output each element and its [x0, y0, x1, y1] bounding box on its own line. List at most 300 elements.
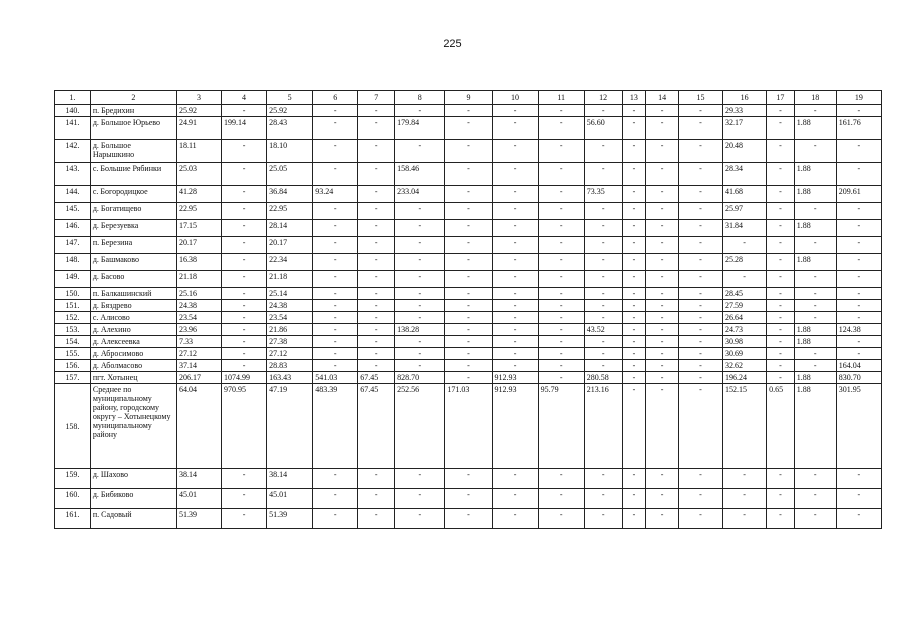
- table-cell: 21.86: [267, 324, 313, 336]
- table-cell: -: [646, 509, 679, 529]
- table-cell: 23.54: [176, 312, 221, 324]
- settlement-name: п. Садовый: [90, 509, 176, 529]
- table-cell: -: [445, 489, 492, 509]
- table-cell: -: [313, 140, 358, 163]
- table-cell: -: [678, 336, 722, 348]
- table-cell: -: [767, 288, 795, 300]
- table-cell: -: [646, 360, 679, 372]
- table-cell: -: [678, 105, 722, 117]
- column-header: 5: [267, 91, 313, 105]
- settlement-name: д. Большое Нарышкино: [90, 140, 176, 163]
- table-cell: -: [538, 469, 584, 489]
- table-cell: 25.28: [723, 254, 767, 271]
- table-body: [55, 105, 882, 529]
- table-cell: 158.46: [395, 163, 445, 186]
- table-cell: -: [395, 203, 445, 220]
- table-cell: -: [222, 237, 267, 254]
- table-cell: 124.38: [836, 324, 881, 336]
- table-row: [55, 220, 882, 237]
- row-number: 150.: [55, 288, 91, 300]
- table-cell: -: [222, 140, 267, 163]
- table-row: [55, 254, 882, 271]
- table-cell: -: [358, 105, 395, 117]
- table-cell: 164.04: [836, 360, 881, 372]
- table-cell: -: [492, 254, 538, 271]
- table-cell: -: [622, 312, 646, 324]
- row-number: 153.: [55, 324, 91, 336]
- table-cell: -: [678, 254, 722, 271]
- column-header: 16: [723, 91, 767, 105]
- table-cell: -: [767, 469, 795, 489]
- settlement-name: д. Бибиково: [90, 489, 176, 509]
- table-cell: -: [313, 220, 358, 237]
- table-cell: -: [584, 140, 622, 163]
- table-cell: 152.15: [723, 384, 767, 469]
- table-cell: -: [646, 203, 679, 220]
- table-cell: -: [492, 220, 538, 237]
- table-cell: -: [678, 348, 722, 360]
- table-cell: -: [584, 360, 622, 372]
- table-cell: -: [836, 288, 881, 300]
- table-cell: -: [492, 271, 538, 288]
- table-cell: -: [395, 237, 445, 254]
- table-row: [55, 105, 882, 117]
- table-cell: -: [538, 372, 584, 384]
- table-cell: -: [538, 271, 584, 288]
- settlement-name: п. Березина: [90, 237, 176, 254]
- table-cell: -: [794, 348, 836, 360]
- table-cell: -: [395, 271, 445, 288]
- table-cell: 23.54: [267, 312, 313, 324]
- column-header: 19: [836, 91, 881, 105]
- table-cell: -: [492, 300, 538, 312]
- table-cell: -: [395, 140, 445, 163]
- table-cell: 25.05: [267, 163, 313, 186]
- table-row: [55, 186, 882, 203]
- table-cell: -: [646, 163, 679, 186]
- row-number: 144.: [55, 186, 91, 203]
- column-header: 18: [794, 91, 836, 105]
- table-row: [55, 163, 882, 186]
- table-cell: -: [767, 372, 795, 384]
- table-cell: -: [678, 300, 722, 312]
- table-cell: -: [492, 105, 538, 117]
- table-cell: -: [222, 509, 267, 529]
- table-cell: -: [222, 271, 267, 288]
- table-cell: -: [678, 140, 722, 163]
- table-cell: -: [836, 271, 881, 288]
- table-cell: -: [723, 271, 767, 288]
- table-cell: 23.96: [176, 324, 221, 336]
- table-cell: 38.14: [267, 469, 313, 489]
- table-cell: -: [622, 336, 646, 348]
- table-cell: -: [492, 469, 538, 489]
- table-cell: -: [723, 237, 767, 254]
- table-cell: -: [445, 105, 492, 117]
- table-cell: 47.19: [267, 384, 313, 469]
- table-row: [55, 384, 882, 469]
- table-cell: -: [445, 312, 492, 324]
- table-cell: -: [767, 254, 795, 271]
- table-cell: -: [395, 300, 445, 312]
- table-cell: -: [678, 117, 722, 140]
- table-cell: 25.14: [267, 288, 313, 300]
- table-cell: -: [358, 271, 395, 288]
- table-cell: -: [492, 117, 538, 140]
- table-cell: -: [445, 140, 492, 163]
- table-cell: -: [767, 140, 795, 163]
- row-number: 141.: [55, 117, 91, 140]
- settlement-name: д. Бяздрево: [90, 300, 176, 312]
- table-cell: 22.95: [267, 203, 313, 220]
- table-cell: -: [622, 509, 646, 529]
- table-cell: -: [222, 220, 267, 237]
- table-cell: -: [622, 254, 646, 271]
- table-cell: 18.10: [267, 140, 313, 163]
- table-cell: -: [538, 220, 584, 237]
- table-cell: -: [622, 163, 646, 186]
- table-cell: -: [794, 288, 836, 300]
- column-header: 9: [445, 91, 492, 105]
- table-cell: -: [836, 220, 881, 237]
- table-cell: -: [584, 509, 622, 529]
- table-cell: -: [622, 469, 646, 489]
- table-cell: 1074.99: [222, 372, 267, 384]
- table-cell: 301.95: [836, 384, 881, 469]
- table-cell: 37.14: [176, 360, 221, 372]
- table-cell: -: [836, 105, 881, 117]
- table-cell: -: [646, 105, 679, 117]
- table-row: [55, 336, 882, 348]
- table-cell: 56.60: [584, 117, 622, 140]
- column-header: 3: [176, 91, 221, 105]
- table-cell: -: [836, 469, 881, 489]
- table-cell: -: [646, 469, 679, 489]
- row-number: 147.: [55, 237, 91, 254]
- table-row: [55, 312, 882, 324]
- table-cell: -: [395, 360, 445, 372]
- row-number: 151.: [55, 300, 91, 312]
- table-cell: -: [622, 237, 646, 254]
- table-cell: -: [646, 271, 679, 288]
- table-cell: -: [538, 312, 584, 324]
- table-cell: -: [836, 237, 881, 254]
- settlement-name: Среднее по муниципальному району, городскому округу – Хотынецкому муниципальному району: [90, 384, 176, 469]
- table-cell: 21.18: [267, 271, 313, 288]
- table-cell: -: [538, 336, 584, 348]
- table-cell: -: [646, 489, 679, 509]
- column-header: 8: [395, 91, 445, 105]
- table-cell: -: [395, 336, 445, 348]
- row-number: 155.: [55, 348, 91, 360]
- table-cell: -: [222, 300, 267, 312]
- table-cell: 233.04: [395, 186, 445, 203]
- column-header: 15: [678, 91, 722, 105]
- table-cell: -: [794, 360, 836, 372]
- table-row: [55, 140, 882, 163]
- table-cell: -: [767, 324, 795, 336]
- table-cell: -: [767, 509, 795, 529]
- row-number: 142.: [55, 140, 91, 163]
- table-cell: -: [313, 300, 358, 312]
- table-cell: -: [445, 163, 492, 186]
- column-header: 4: [222, 91, 267, 105]
- table-cell: -: [538, 237, 584, 254]
- table-row: [55, 288, 882, 300]
- row-number: 143.: [55, 163, 91, 186]
- table-cell: -: [492, 509, 538, 529]
- table-cell: -: [313, 254, 358, 271]
- settlement-name: д. Большое Юрьево: [90, 117, 176, 140]
- row-number: 146.: [55, 220, 91, 237]
- table-cell: -: [584, 300, 622, 312]
- table-cell: -: [395, 105, 445, 117]
- table-cell: -: [723, 489, 767, 509]
- table-cell: -: [584, 203, 622, 220]
- table-cell: 43.52: [584, 324, 622, 336]
- table-cell: 20.17: [176, 237, 221, 254]
- table-cell: -: [646, 324, 679, 336]
- table-cell: -: [767, 105, 795, 117]
- table-cell: -: [622, 140, 646, 163]
- table-cell: -: [538, 360, 584, 372]
- table-cell: -: [794, 312, 836, 324]
- table-row: [55, 117, 882, 140]
- table-cell: -: [836, 254, 881, 271]
- table-cell: 25.97: [723, 203, 767, 220]
- table-cell: -: [584, 336, 622, 348]
- table-cell: -: [313, 288, 358, 300]
- table-cell: 830.70: [836, 372, 881, 384]
- table-cell: 138.28: [395, 324, 445, 336]
- table-cell: -: [313, 237, 358, 254]
- column-header: 13: [622, 91, 646, 105]
- table-cell: -: [445, 324, 492, 336]
- page-number: 225: [443, 38, 462, 50]
- table-cell: -: [395, 509, 445, 529]
- table-cell: -: [678, 372, 722, 384]
- table-cell: -: [538, 186, 584, 203]
- table-cell: 41.28: [176, 186, 221, 203]
- table-cell: -: [584, 254, 622, 271]
- table-cell: 36.84: [267, 186, 313, 203]
- settlement-name: д. Березуевка: [90, 220, 176, 237]
- table-cell: -: [358, 237, 395, 254]
- column-header: 1.: [55, 91, 91, 105]
- table-cell: 1.88: [794, 336, 836, 348]
- table-cell: 20.17: [267, 237, 313, 254]
- table-cell: 196.24: [723, 372, 767, 384]
- row-number: 159.: [55, 469, 91, 489]
- table-cell: -: [222, 312, 267, 324]
- table-cell: -: [313, 469, 358, 489]
- table-cell: -: [678, 163, 722, 186]
- table-row: [55, 203, 882, 220]
- row-number: 140.: [55, 105, 91, 117]
- table-cell: -: [358, 254, 395, 271]
- table-cell: 28.45: [723, 288, 767, 300]
- table-cell: -: [492, 360, 538, 372]
- table-cell: -: [646, 254, 679, 271]
- table-cell: -: [584, 312, 622, 324]
- table-cell: -: [678, 312, 722, 324]
- table-row: [55, 509, 882, 529]
- table-cell: -: [492, 186, 538, 203]
- row-number: 154.: [55, 336, 91, 348]
- table-cell: 32.17: [723, 117, 767, 140]
- table-cell: 51.39: [267, 509, 313, 529]
- table-cell: -: [313, 348, 358, 360]
- table-cell: -: [313, 489, 358, 509]
- table-cell: -: [492, 489, 538, 509]
- settlement-name: с. Большие Рябинки: [90, 163, 176, 186]
- settlement-name: п. Бредихин: [90, 105, 176, 117]
- table-cell: -: [794, 489, 836, 509]
- table-cell: -: [222, 336, 267, 348]
- table-cell: -: [492, 140, 538, 163]
- row-number: 158.: [55, 384, 91, 469]
- table-cell: -: [646, 384, 679, 469]
- table-cell: -: [222, 348, 267, 360]
- table-cell: 1.88: [794, 220, 836, 237]
- table-cell: -: [222, 163, 267, 186]
- table-cell: 93.24: [313, 186, 358, 203]
- table-cell: -: [358, 469, 395, 489]
- table-row: [55, 348, 882, 360]
- table-cell: 1.88: [794, 254, 836, 271]
- table-cell: -: [622, 300, 646, 312]
- table-cell: 0.65: [767, 384, 795, 469]
- table-cell: -: [678, 237, 722, 254]
- table-cell: 179.84: [395, 117, 445, 140]
- table-cell: -: [313, 105, 358, 117]
- table-cell: -: [584, 163, 622, 186]
- table-cell: 541.03: [313, 372, 358, 384]
- table-cell: 17.15: [176, 220, 221, 237]
- table-cell: -: [358, 336, 395, 348]
- table-cell: -: [767, 186, 795, 203]
- table-cell: -: [646, 312, 679, 324]
- table-cell: -: [313, 117, 358, 140]
- table-cell: 22.95: [176, 203, 221, 220]
- table-row: [55, 372, 882, 384]
- table-cell: -: [767, 300, 795, 312]
- table-cell: -: [445, 336, 492, 348]
- table-cell: -: [836, 312, 881, 324]
- row-number: 156.: [55, 360, 91, 372]
- table-cell: 67.45: [358, 384, 395, 469]
- table-cell: -: [678, 271, 722, 288]
- table-cell: 163.43: [267, 372, 313, 384]
- table-cell: 970.95: [222, 384, 267, 469]
- table-cell: -: [445, 372, 492, 384]
- table-row: [55, 469, 882, 489]
- settlement-name: д. Шахово: [90, 469, 176, 489]
- table-cell: -: [646, 288, 679, 300]
- table-cell: -: [584, 220, 622, 237]
- row-number: 145.: [55, 203, 91, 220]
- tariff-table: [54, 90, 882, 529]
- table-cell: 28.14: [267, 220, 313, 237]
- table-cell: -: [836, 140, 881, 163]
- table-cell: 828.70: [395, 372, 445, 384]
- table-cell: -: [538, 300, 584, 312]
- table-cell: -: [622, 186, 646, 203]
- table-cell: -: [794, 509, 836, 529]
- table-cell: -: [622, 324, 646, 336]
- row-number: 152.: [55, 312, 91, 324]
- table-cell: -: [313, 203, 358, 220]
- table-cell: -: [313, 336, 358, 348]
- table-cell: -: [358, 203, 395, 220]
- table-cell: -: [492, 163, 538, 186]
- table-cell: -: [445, 469, 492, 489]
- table-cell: 25.92: [176, 105, 221, 117]
- table-cell: -: [622, 348, 646, 360]
- row-number: 149.: [55, 271, 91, 288]
- table-cell: 24.91: [176, 117, 221, 140]
- table-cell: -: [313, 271, 358, 288]
- table-cell: -: [794, 105, 836, 117]
- table-cell: -: [222, 489, 267, 509]
- table-cell: -: [767, 163, 795, 186]
- table-cell: -: [622, 117, 646, 140]
- table-cell: 16.38: [176, 254, 221, 271]
- table-cell: -: [538, 163, 584, 186]
- table-cell: 280.58: [584, 372, 622, 384]
- table-cell: -: [622, 220, 646, 237]
- table-row: [55, 360, 882, 372]
- table-cell: 21.18: [176, 271, 221, 288]
- table-cell: -: [767, 237, 795, 254]
- table-cell: -: [767, 336, 795, 348]
- table-cell: 30.69: [723, 348, 767, 360]
- table-cell: 483.39: [313, 384, 358, 469]
- table-cell: -: [767, 489, 795, 509]
- table-cell: -: [538, 324, 584, 336]
- table-cell: -: [358, 489, 395, 509]
- table-cell: -: [767, 117, 795, 140]
- table-cell: -: [313, 324, 358, 336]
- table-cell: 28.83: [267, 360, 313, 372]
- table-cell: -: [222, 203, 267, 220]
- table-cell: 27.12: [267, 348, 313, 360]
- table-cell: -: [445, 186, 492, 203]
- table-cell: -: [622, 288, 646, 300]
- table-cell: -: [395, 220, 445, 237]
- table-cell: 29.33: [723, 105, 767, 117]
- table-cell: -: [445, 509, 492, 529]
- table-cell: -: [678, 469, 722, 489]
- table-cell: -: [767, 271, 795, 288]
- column-header: 6: [313, 91, 358, 105]
- table-cell: -: [395, 348, 445, 360]
- table-cell: -: [358, 324, 395, 336]
- table-cell: -: [313, 360, 358, 372]
- table-cell: 213.16: [584, 384, 622, 469]
- settlement-name: с. Алисово: [90, 312, 176, 324]
- row-number: 161.: [55, 509, 91, 529]
- table-cell: -: [445, 117, 492, 140]
- table-cell: -: [222, 254, 267, 271]
- table-cell: -: [358, 509, 395, 529]
- table-cell: 27.12: [176, 348, 221, 360]
- table-cell: -: [678, 360, 722, 372]
- table-cell: -: [445, 203, 492, 220]
- table-cell: -: [584, 489, 622, 509]
- table-cell: 45.01: [267, 489, 313, 509]
- table-cell: -: [584, 237, 622, 254]
